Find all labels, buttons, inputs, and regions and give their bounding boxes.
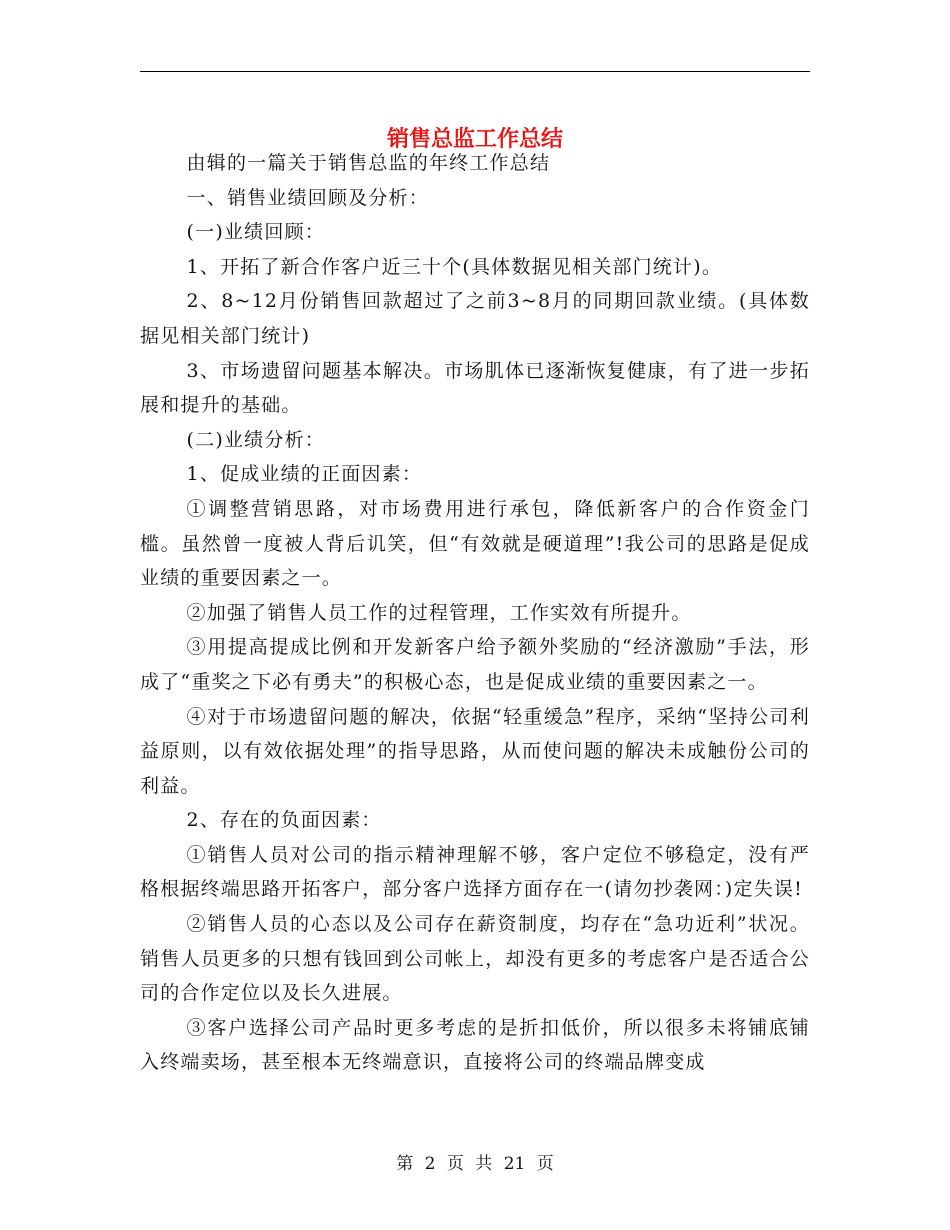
subsection-heading-review: (一)业绩回顾：	[186, 221, 325, 244]
list-item: ②销售人员的心态以及公司存在薪资制度，均存在“急功近利”状况。销售人员更多的只想有钱回到公司帐上，却没有更多的考虑客户是否适合公司的合作定位以及长久进展。	[140, 913, 810, 1005]
list-heading-positive: 1、促成业绩的正面因素：	[186, 463, 423, 486]
list-item: ①销售人员对公司的指示精神理解不够，客户定位不够稳定，没有严格根据终端思路开拓客户，部分客户选择方面存在一(请勿抄袭网：)定失误!	[140, 843, 810, 901]
header-rule	[140, 71, 810, 72]
list-item: ④对于市场遗留问题的解决，依据“轻重缓急”程序，采纳“坚持公司利益原则，以有效依据处理”的指导思路，从而使问题的解决未成触份公司的利益。	[140, 705, 810, 797]
list-item: ①调整营销思路，对市场费用进行承包，降低新客户的合作资金门槛。虽然曾一度被人背后讥笑，但“有效就是硬道理”!我公司的思路是促成业绩的重要因素之一。	[140, 497, 810, 590]
list-item: ②加强了销售人员工作的过程管理，工作实效有所提升。	[186, 601, 692, 624]
list-heading-negative: 2、存在的负面因素：	[186, 809, 382, 832]
list-item: 1、开拓了新合作客户近三十个(具体数据见相关部门统计)。	[186, 255, 723, 278]
document-body	[140, 146, 810, 1080]
subsection-heading-analysis: (二)业绩分析：	[186, 428, 325, 451]
list-item: ③用提高提成比例和开发新客户给予额外奖励的“经济激励”手法，形成了“重奖之下必有勇夫”的积极心态，也是促成业绩的重要因素之一。	[140, 636, 810, 693]
list-item: ③客户选择公司产品时更多考虑的是折扣低价，所以很多未将铺底铺入终端卖场，甚至根本无终端意识，直接将公司的终端品牌变成	[140, 1016, 810, 1074]
list-item: 2、8~12月份销售回款超过了之前3~8月的同期回款业绩。(具体数据见相关部门统计)	[140, 290, 810, 347]
section-heading-1: 一、销售业绩回顾及分析：	[186, 186, 429, 209]
paragraph-intro: 由辑的一篇关于销售总监的年终工作总结	[186, 152, 551, 174]
list-item: 3、市场遗留问题基本解决。市场肌体已逐渐恢复健康，有了进一步拓展和提升的基础。	[140, 359, 810, 417]
page-number: 第 2 页 共 21 页	[396, 1154, 554, 1174]
document-title: 销售总监工作总结	[386, 126, 563, 152]
